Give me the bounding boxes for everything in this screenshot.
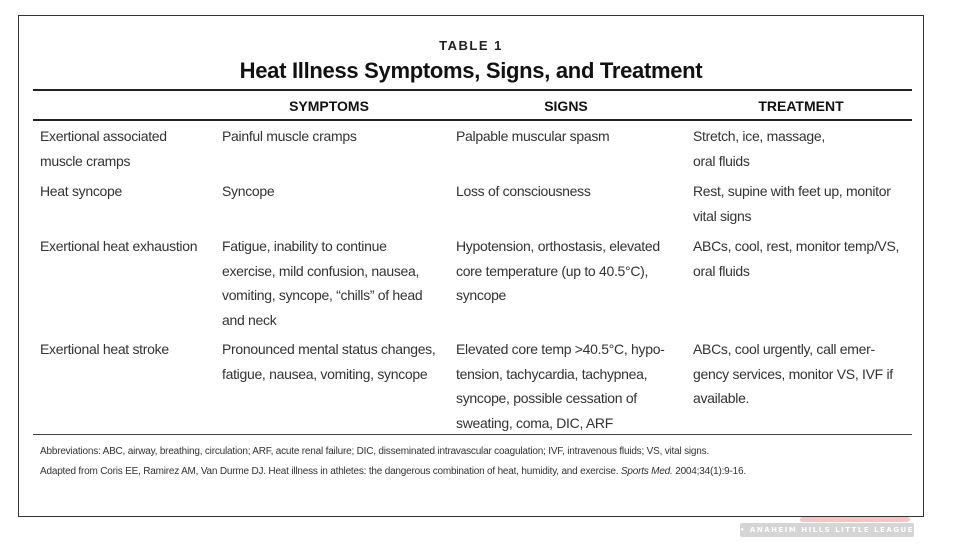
cell-line: gency services, monitor VS, IVF if — [693, 365, 893, 382]
cell-line: Painful muscle cramps — [222, 128, 357, 144]
watermark-badge — [740, 523, 914, 548]
cell-line: vomiting, syncope, “chills” of head — [222, 287, 423, 303]
cell-line: and neck — [222, 311, 277, 328]
bottom-rule — [33, 434, 912, 435]
source-note — [40, 462, 900, 482]
table-cell-signs — [456, 124, 609, 149]
table-cell-symptoms — [222, 337, 435, 386]
cell-line: tension, tachycardia, tachypnea, — [456, 365, 648, 382]
table-cell-condition — [40, 234, 197, 259]
cell-line: Loss of consciousness — [456, 183, 591, 199]
header-treatment: TREATMENT — [758, 98, 844, 114]
cell-line: Palpable muscular spasm — [456, 128, 610, 144]
table-label: TABLE 1 — [439, 38, 503, 53]
cell-line: fatigue, nausea, vomiting, syncope — [222, 365, 428, 382]
table-cell-symptoms — [222, 124, 357, 149]
cell-line: Hypotension, orthostasis, elevated — [456, 238, 660, 254]
table-title: Heat Illness Symptoms, Signs, and Treatment — [239, 58, 703, 83]
table-cell-treatment — [693, 179, 891, 228]
cell-line: Syncope — [222, 183, 275, 199]
table-cell-condition — [40, 124, 167, 173]
top-rule — [33, 89, 912, 91]
table-cell-signs — [456, 234, 660, 308]
table-cell-condition — [40, 337, 169, 362]
cell-line: Exertional heat stroke — [40, 341, 169, 357]
header-symptoms: SYMPTOMS — [289, 98, 369, 114]
cell-line: Exertional associated — [40, 128, 167, 144]
cell-line: oral fluids — [693, 152, 750, 169]
cell-line: available. — [693, 390, 750, 406]
cell-line: oral fluids — [693, 262, 750, 279]
table-notes — [40, 442, 900, 482]
table-cell-symptoms — [222, 234, 422, 332]
cell-line: vital signs — [693, 207, 752, 224]
source-journal: Sports Med. — [620, 466, 673, 477]
cell-line: syncope, possible cessation of — [456, 390, 637, 406]
cell-line: exercise, mild confusion, nausea, — [222, 262, 420, 279]
source-citation: 2004;34(1):9-16. — [672, 466, 746, 477]
cell-line: Pronounced mental status changes, — [222, 341, 436, 357]
table-cell-signs — [456, 179, 591, 204]
cell-line: ABCs, cool, rest, monitor temp/VS, — [693, 238, 900, 254]
table-cell-treatment — [693, 234, 899, 283]
header-signs: SIGNS — [544, 98, 588, 114]
table-cell-symptoms — [222, 179, 274, 204]
cell-line: Elevated core temp >40.5°C, hypo- — [456, 341, 665, 357]
source-text: Adapted from Coris EE, Ramirez AM, Van Durme DJ. Heat illness in athletes: the dangerous combination of heat, humidity, and exercise. — [40, 466, 621, 477]
cell-line: Exertional heat exhaustion — [40, 238, 198, 254]
cell-line: muscle cramps — [40, 152, 131, 169]
cell-line: Heat syncope — [40, 183, 123, 199]
cell-line: Fatigue, inability to continue — [222, 238, 387, 254]
header-rule — [33, 119, 912, 121]
cell-line: sweating, coma, DIC, ARF — [456, 414, 613, 431]
cell-line: Stretch, ice, massage, — [693, 128, 825, 144]
table-cell-treatment — [693, 124, 825, 173]
cell-line: ABCs, cool urgently, call emer- — [693, 341, 875, 357]
watermark-text: • ANAHEIM HILLS LITTLE LEAGUE • — [740, 526, 914, 548]
table-frame — [18, 15, 924, 517]
table-cell-condition — [40, 179, 122, 204]
cell-line: core temperature (up to 40.5°C), — [456, 262, 649, 279]
cell-line: Rest, supine with feet up, monitor — [693, 183, 891, 199]
abbreviations-note: Abbreviations: ABC, airway, breathing, circulation; ARF, acute renal failure; DIC, disseminated intravascular coagulation; IVF, intravenous fluids; VS, vital signs. — [40, 446, 710, 457]
table-cell-treatment — [693, 337, 893, 411]
cell-line: syncope — [456, 287, 507, 303]
watermark-accent — [800, 517, 910, 522]
table-cell-signs — [456, 337, 665, 435]
